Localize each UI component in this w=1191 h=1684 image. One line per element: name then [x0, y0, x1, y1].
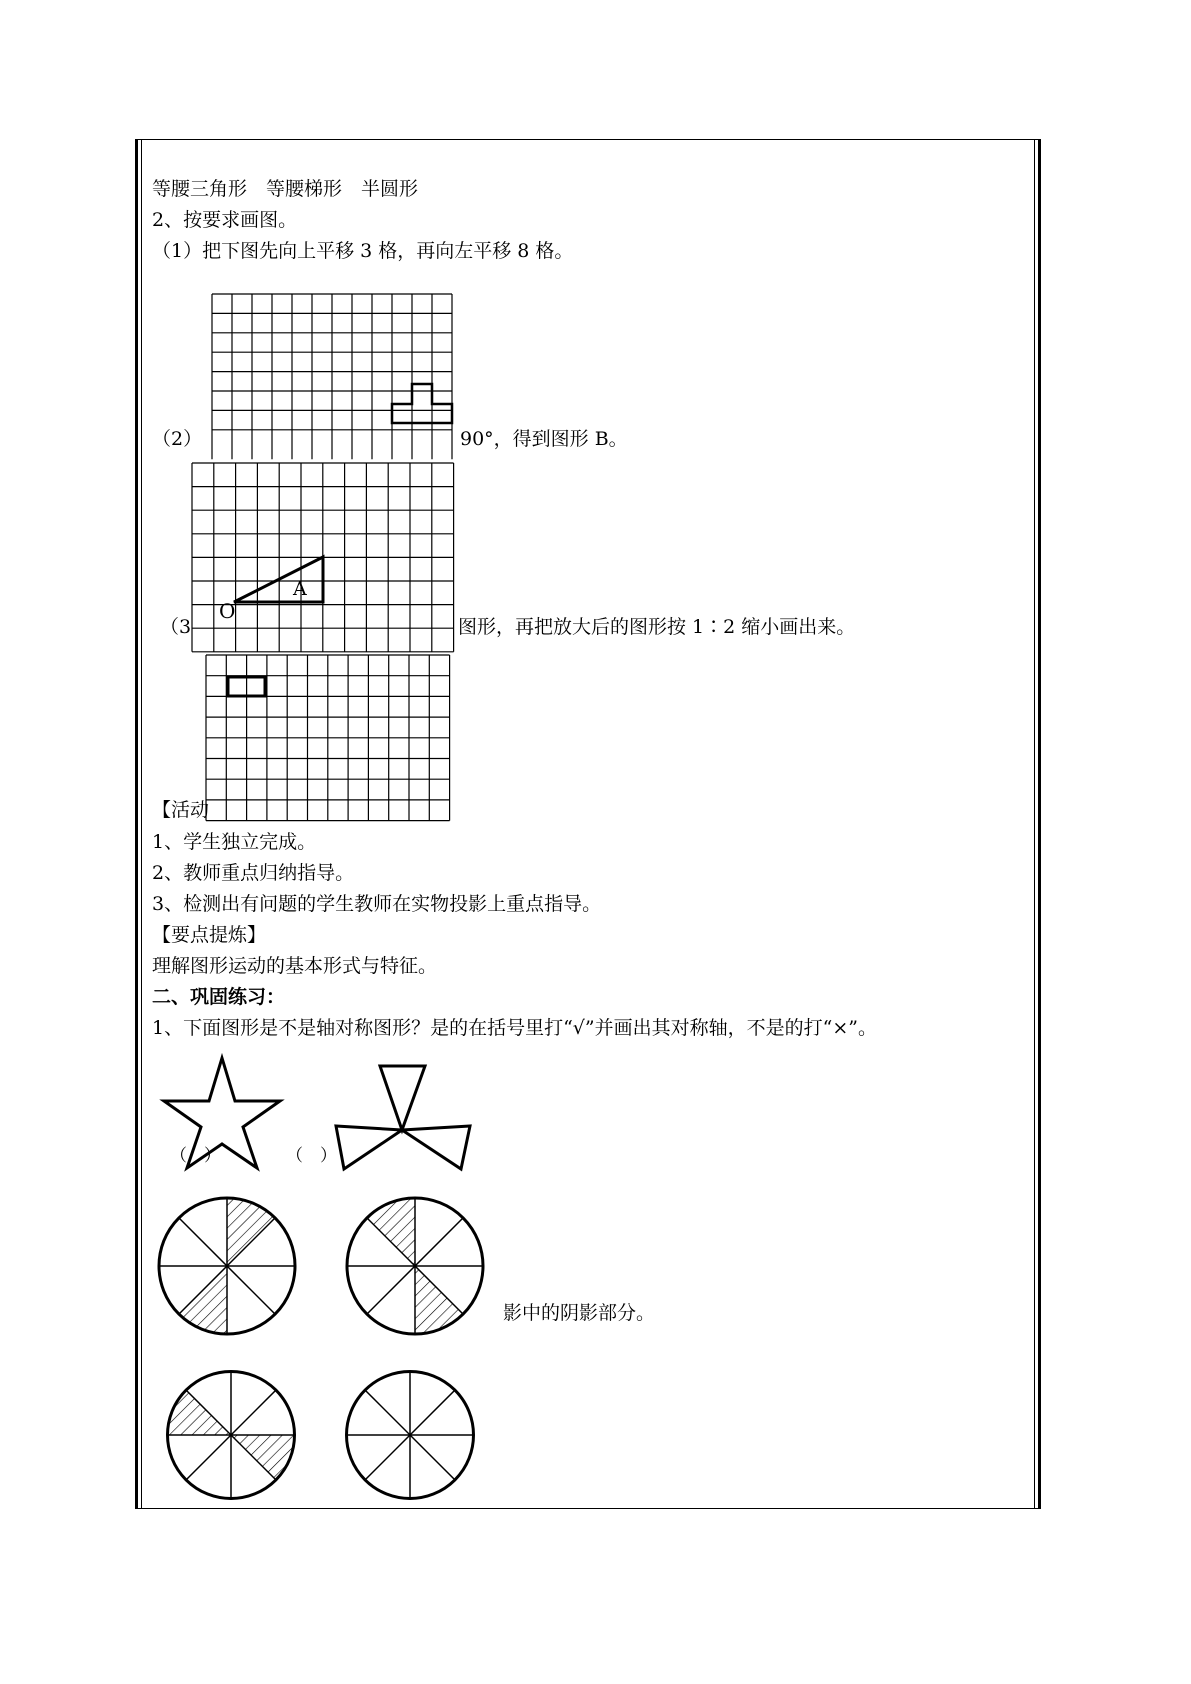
answer-paren-1[interactable]: （ ） — [170, 1146, 221, 1166]
key-points-text: 理解图形运动的基本形式与特征。 — [152, 955, 438, 977]
shape-to-translate — [392, 384, 452, 423]
practice-question-1: 1、下面图形是不是轴对称图形？是的在括号里打“√”并画出其对称轴，不是的打“×”。 — [152, 1017, 877, 1039]
practice-heading: 二、巩固练习： — [152, 986, 286, 1008]
task-2-heading: 2、按要求画图。 — [152, 209, 298, 231]
table-border-left — [135, 139, 138, 1509]
task-2-3-text: 图形，再把放大后的图形按 1∶2 缩小画出来。 — [458, 616, 856, 638]
task-2-2-prefix: （2） — [152, 428, 203, 450]
answer-paren-2[interactable]: （ ） — [286, 1146, 337, 1166]
table-border-right — [1038, 139, 1041, 1509]
activity-step-3: 3、检测出有问题的学生教师在实物投影上重点指导。 — [152, 893, 602, 915]
translation-grid — [206, 294, 456, 460]
table-border-bottom — [135, 1508, 1041, 1509]
scale-grid — [206, 655, 450, 821]
shape-names-line: 等腰三角形 等腰梯形 半圆形 — [152, 178, 419, 200]
circle-2 — [345, 1196, 485, 1336]
circle-1 — [157, 1196, 297, 1336]
table-border-right-inner — [1034, 139, 1035, 1509]
activity-step-2: 2、教师重点归纳指导。 — [152, 862, 355, 884]
circles-instruction-partial: 影中的阴影部分。 — [503, 1302, 656, 1324]
task-2-2-text: 90°，得到图形 B。 — [460, 428, 628, 450]
key-points-heading: 【要点提炼】 — [152, 924, 267, 946]
table-border-left-inner — [141, 139, 142, 1509]
circle-4 — [345, 1370, 475, 1500]
table-border-top — [135, 139, 1041, 140]
three-triangle-figure — [331, 1062, 473, 1170]
triangle-a-label: A — [293, 578, 307, 600]
circle-3 — [166, 1370, 296, 1500]
task-2-1-text: （1）把下图先向上平移 3 格，再向左平移 8 格。 — [152, 240, 574, 262]
task-2-3-prefix: （3 — [160, 616, 192, 638]
rotation-grid — [192, 463, 454, 652]
point-o-label: O — [219, 599, 236, 623]
activity-step-1: 1、学生独立完成。 — [152, 831, 317, 853]
activity-heading-partial: 【活动 — [152, 799, 210, 821]
